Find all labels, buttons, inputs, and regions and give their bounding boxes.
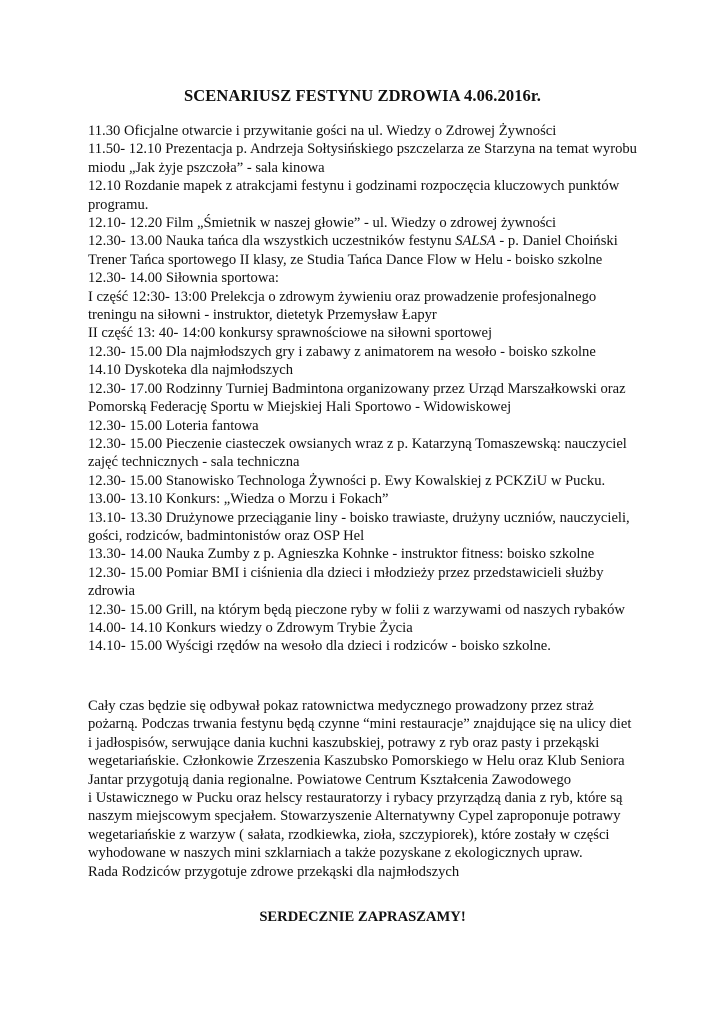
schedule-line: miodu „Jak żyje pszczoła” - sala kinowa [88,159,325,176]
schedule-line: programu. [88,196,149,213]
paragraph-line: pożarną. Podczas trwania festynu będą czynne “mini restauracje” znajdujące się na ulicy diet [88,716,632,733]
schedule-line: 12.30- 15.00 Pomiar BMI i ciśnienia dla dzieci i młodzieży przez przedstawicieli służby [88,564,604,581]
schedule-line: treningu na siłowni - instruktor, dietetyk Przemysław Łapyr [88,307,437,324]
schedule-line: 14.10 Dyskoteka dla najmłodszych [88,362,294,379]
schedule-line: 12.10- 12.20 Film „Śmietnik w naszej głowie” - ul. Wiedzy o zdrowej żywności [88,215,557,232]
schedule-line: Trener Tańca sportowego II klasy, ze Studia Tańca Dance Flow w Helu - boisko szkolne [88,251,603,268]
schedule-line: I część 12:30- 13:00 Prelekcja o zdrowym żywieniu oraz prowadzenie profesjonalnego [88,288,597,305]
paragraph-line: Jantar przygotują dania regionalne. Powiatowe Centrum Kształcenia Zawodowego [88,771,572,788]
document-title: SCENARIUSZ FESTYNU ZDROWIA 4.06.2016r. [183,86,542,105]
salsa-word: SALSA [455,233,496,250]
schedule-line: 14.00- 14.10 Konkurs wiedzy o Zdrowym Trybie Życia [88,619,413,636]
schedule-line: 12.30- 15.00 Dla najmłodszych gry i zabawy z animatorem na wesoło - boisko szkolne [88,343,596,360]
paragraph-line: wyhodowane w naszych mini szklarniach a także pozyskane z ekologicznych upraw. [88,845,583,862]
paragraph-line: naszym miejscowym specjałem. Stowarzyszenie Alternatywny Cypel zaproponuje potrawy [88,808,621,825]
paragraph-line: i jadłospisów, serwujące dania kuchni kaszubskiej, potrawy z ryb oraz pasty i przekąski [88,734,600,751]
schedule-line: Pomorską Federację Sportu w Miejskiej Hali Sportowo - Widowiskowej [88,399,512,416]
schedule-line: 12.30- 15.00 Loteria fantowa [88,417,259,434]
schedule-line: 13.00- 13.10 Konkurs: „Wiedza o Morzu i Fokach” [88,491,389,508]
schedule-line: 12.10 Rozdanie mapek z atrakcjami festynu i godzinami rozpoczęcia kluczowych punktów [88,178,620,195]
paragraph-line: i Ustawicznego w Pucku oraz helscy restauratorzy i rybacy przyrządzą dania z ryb, które są [88,790,623,807]
schedule-line: zajęć technicznych - sala techniczna [88,454,300,471]
description-paragraph [88,697,658,881]
schedule-line: 11.50- 12.10 Prezentacja p. Andrzeja Sołtysińskiego pszczelarza ze Starzyna na temat wyrobu [88,141,637,158]
schedule-line: gości, rodziców, badmintonistów oraz OSP Hel [88,527,365,544]
schedule-line: 12.30- 17.00 Rodzinny Turniej Badmintona organizowany przez Urząd Marszałkowski oraz [88,380,626,397]
paragraph-line: wegetariańskie z warzyw ( sałata, rzodkiewka, zioła, szczypiorek), które zostały w części [88,826,610,843]
salsa-suffix: - p. Daniel Choiński [495,233,618,250]
paragraph-line: wegetariańskie. Członkowie Zrzeszenia Kaszubsko Pomorskiego w Helu oraz Klub Seniora [88,753,625,770]
paragraph-line: Cały czas będzie się odbywał pokaz ratownictwa medycznego prowadzony przez straż [88,698,594,714]
schedule-list [88,122,658,656]
schedule-line: 12.30- 15.00 Stanowisko Technologa Żywności p. Ewy Kowalskiej z PCKZiU w Pucku. [88,472,606,489]
schedule-line: 12.30- 14.00 Siłownia sportowa: [88,270,279,287]
schedule-line-salsa [88,232,658,250]
schedule-line: 13.30- 14.00 Nauka Zumby z p. Agnieszka Kohnke - instruktor fitness: boisko szkolne [88,546,595,563]
schedule-line: zdrowia [88,583,136,600]
schedule-line: 12.30- 15.00 Pieczenie ciasteczek owsianych wraz z p. Katarzyną Tomaszewską: nauczyciel [88,435,627,452]
paragraph-line: Rada Rodziców przygotuje zdrowe przekąski dla najmłodszych [88,863,460,880]
schedule-line: 13.10- 13.30 Drużynowe przeciąganie liny - boisko trawiaste, drużyny uczniów, nauczycieli, [88,509,630,526]
schedule-line: 12.30- 15.00 Grill, na którym będą pieczone ryby w folii z warzywami od naszych rybaków [88,601,625,618]
closing-invitation: SERDECZNIE ZAPRASZAMY! [259,909,466,925]
schedule-line: II część 13: 40- 14:00 konkursy sprawnościowe na siłowni sportowej [88,325,493,342]
salsa-prefix: 12.30- 13.00 Nauka tańca dla wszystkich uczestników festynu [88,233,456,250]
schedule-line: 14.10- 15.00 Wyścigi rzędów na wesoło dla dzieci i rodziców - boisko szkolne. [88,638,551,655]
schedule-line: 11.30 Oficjalne otwarcie i przywitanie gości na ul. Wiedzy o Zdrowej Żywności [88,123,557,139]
